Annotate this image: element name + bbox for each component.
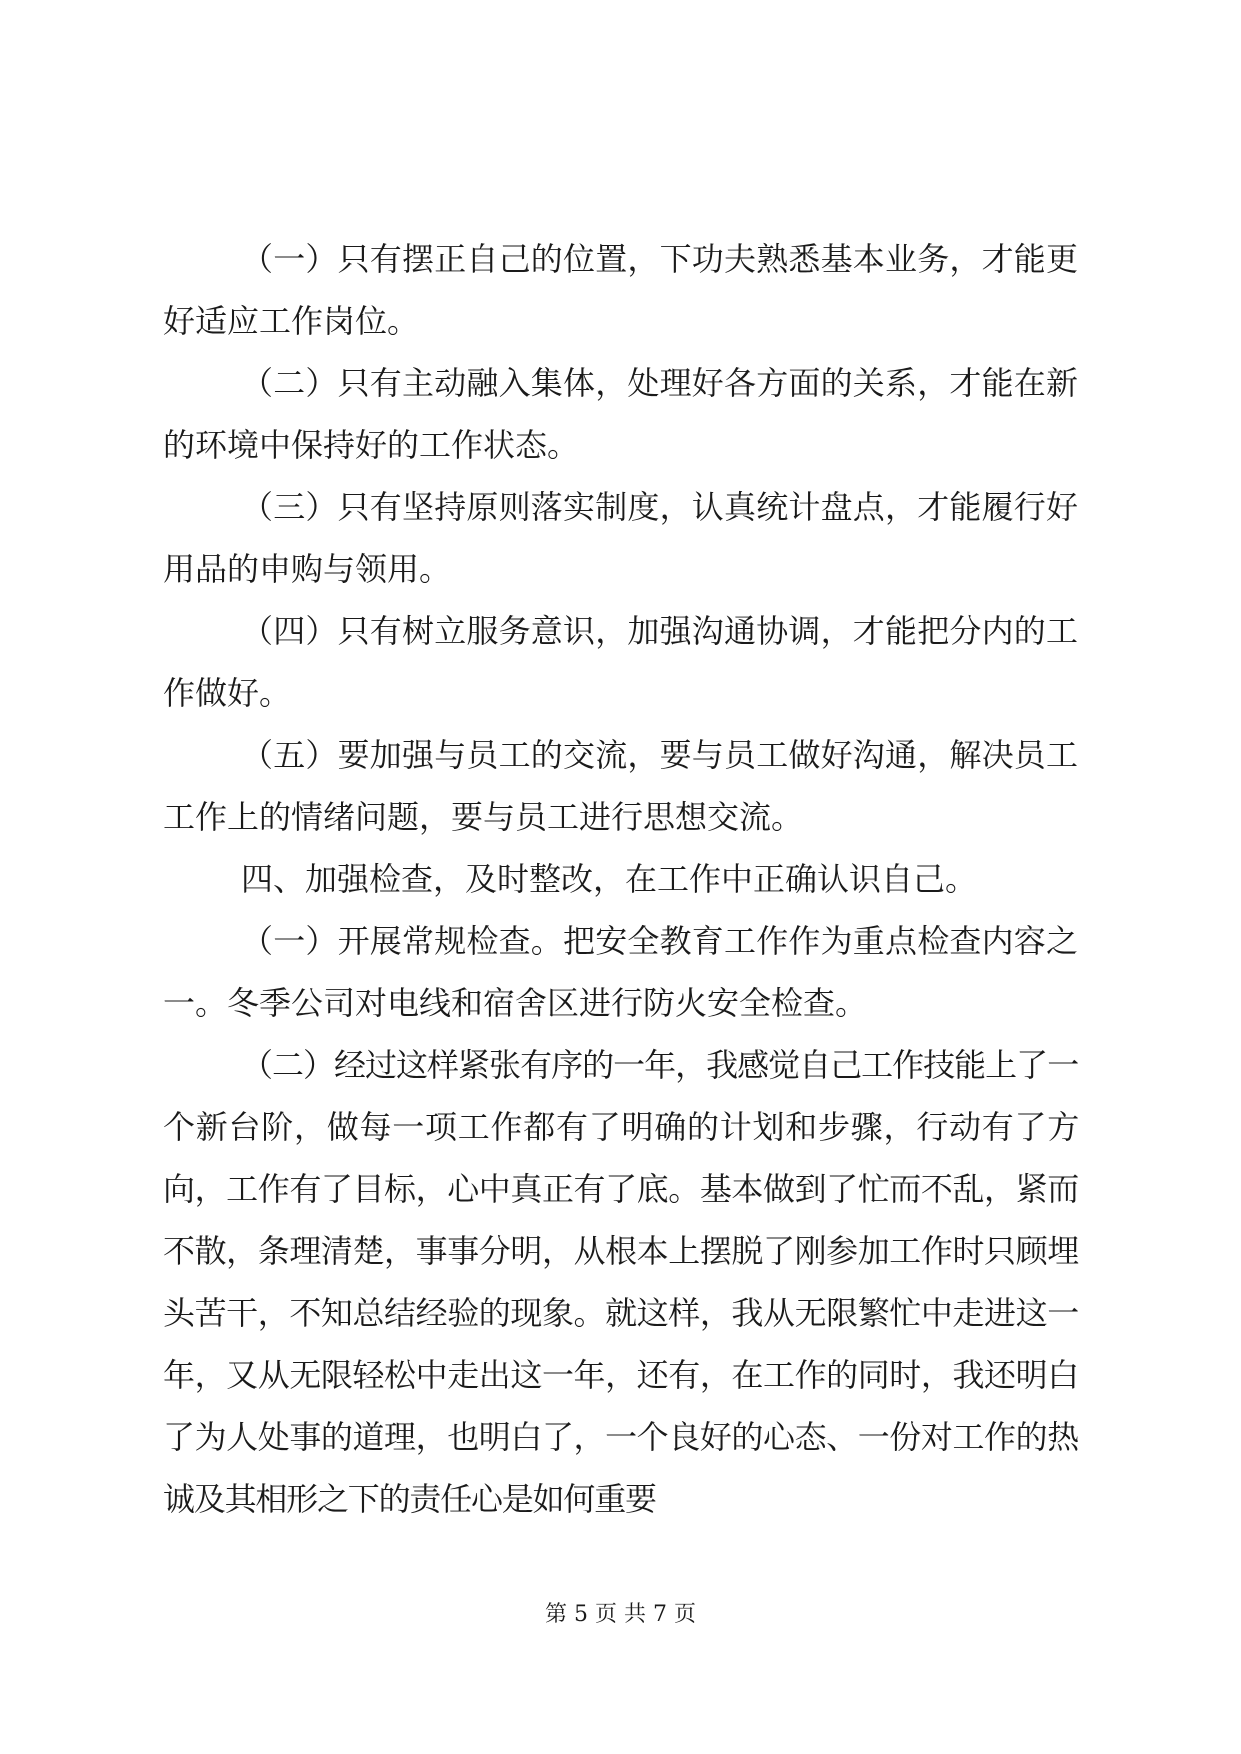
paragraph-5: （五）要加强与员工的交流，要与员工做好沟通，解决员工工作上的情绪问题，要与员工进行思想交流。: [163, 736, 1078, 836]
section-heading-4: 四、加强检查，及时整改，在工作中正确认识自己。: [241, 860, 978, 898]
paragraph-7: （一）开展常规检查。把安全教育工作作为重点检查内容之一。冬季公司对电线和宿舍区进行防火安全检查。: [163, 922, 1078, 1022]
paragraph-2: （二）只有主动融入集体，处理好各方面的关系，才能在新的环境中保持好的工作状态。: [163, 364, 1078, 464]
paragraph-8: （二）经过这样紧张有序的一年，我感觉自己工作技能上了一个新台阶，做每一项工作都有了明确的计划和步骤，行动有了方向，工作有了目标，心中真正有了底。基本做到了忙而不乱，紧而不散，条理清楚，事事分明，从根本上摆脱了刚参加工作时只顾埋头苦干，不知总结经验的现象。就这样，我从无限繁忙中走进这一年，又从无限轻松中走出这一年，还有，在工作的同时，我还明白了为人处事的道理，也明白了，一个良好的心态、一份对工作的热诚及其相形之下的责任心是如何重要: [163, 1046, 1078, 1518]
paragraph-3: （三）只有坚持原则落实制度，认真统计盘点，才能履行好用品的申购与领用。: [163, 488, 1078, 588]
paragraph-1: （一）只有摆正自己的位置，下功夫熟悉基本业务，才能更好适应工作岗位。: [163, 240, 1078, 340]
document-body: [163, 228, 1078, 1530]
paragraph-4: （四）只有树立服务意识，加强沟通协调，才能把分内的工作做好。: [163, 612, 1078, 712]
page-footer: 第 5 页 共 7 页: [545, 1602, 696, 1627]
